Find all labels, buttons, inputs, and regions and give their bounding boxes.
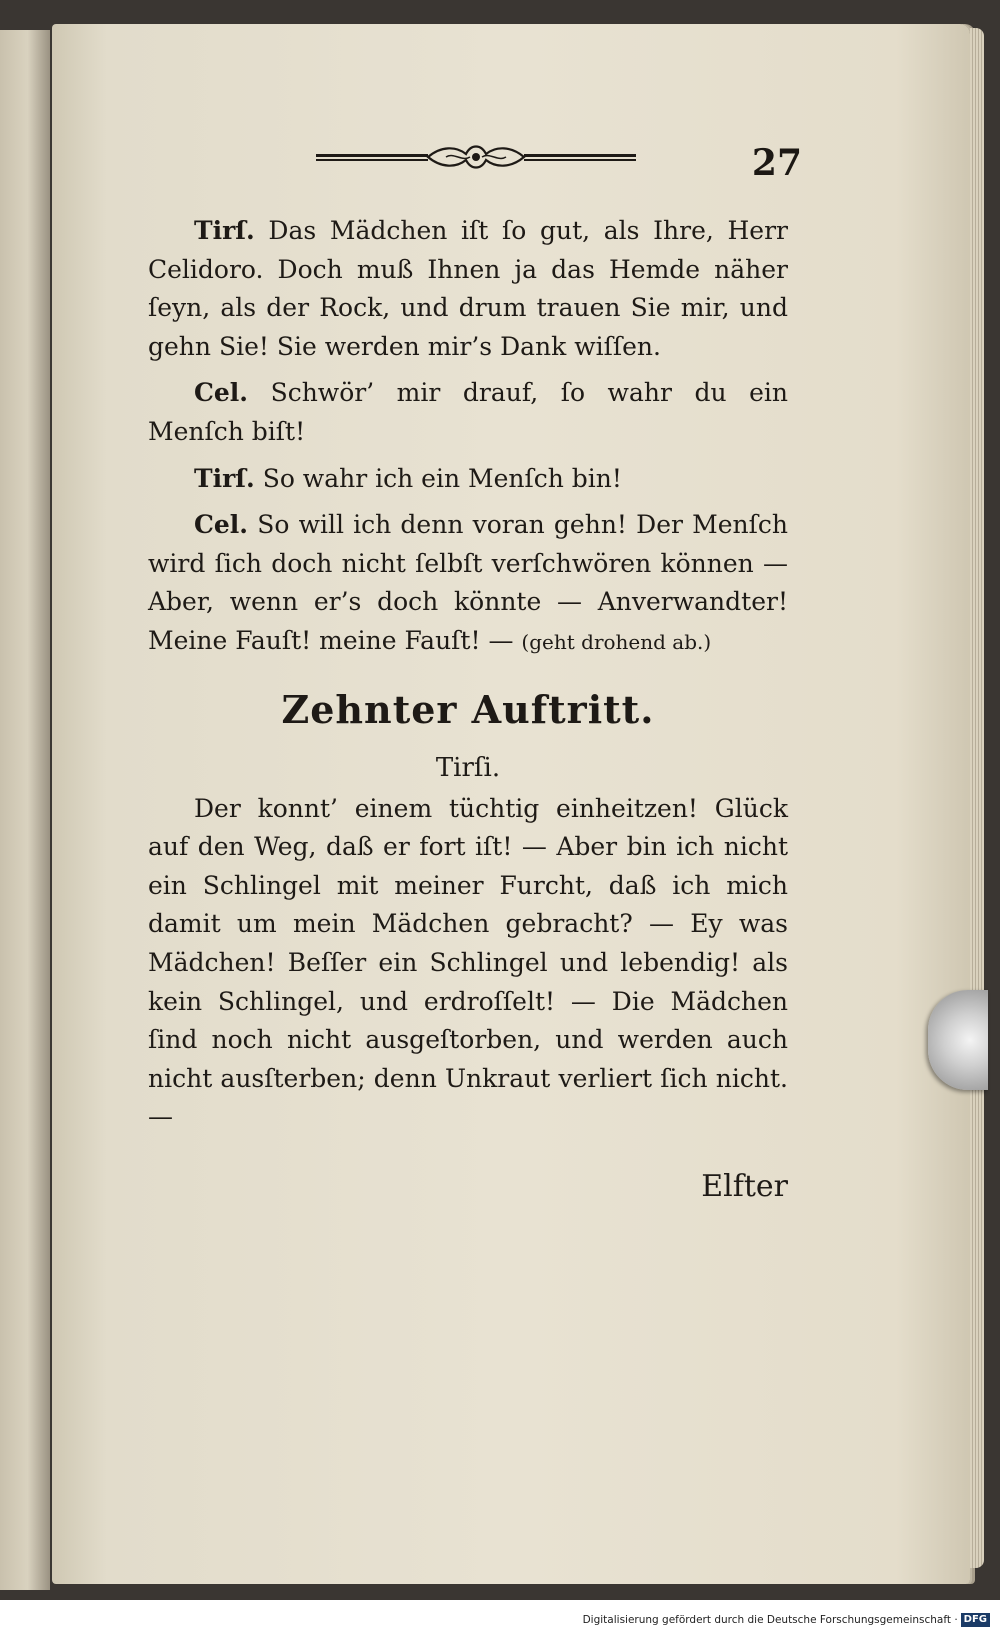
scene-heading: Zehnter Auftritt. [281, 686, 655, 732]
speaker-name: Tirſ. [194, 216, 255, 245]
dialogue-text: Schwör’ mir drauf, ſo wahr du ein Menſch biſt! [148, 378, 788, 446]
page-stack-edge [970, 28, 984, 1568]
page-number: 27 [751, 142, 802, 184]
dialogue-text: Das Mädchen iſt ſo gut, als Ihre, Herr Celidoro. Doch muß Ihnen ja das Hemde näher ſeyn, als der Rock, und drum trauen Sie mir, und gehn Sie! Sie werden mir’s Dank wiſſen. [148, 216, 788, 361]
page-text [148, 212, 788, 1207]
dialogue-paragraph [148, 506, 788, 661]
dfg-logo: DFG [961, 1613, 990, 1627]
speaker-name: Cel. [194, 378, 249, 408]
catchword: Elfter [701, 1168, 788, 1204]
digitization-footer [0, 1610, 990, 1630]
metal-clip [928, 990, 988, 1090]
scene-character: Tirſi. [435, 752, 501, 783]
stage-direction: (geht drohend ab.) [521, 629, 712, 654]
dialogue-paragraph [148, 460, 788, 499]
header-ornament [316, 140, 636, 174]
speaker-name: Tirſ. [194, 463, 255, 493]
monologue-paragraph: Der konnt’ einem tüchtig einheitzen! Glück auf den Weg, daß er fort iſt! — Aber bin ich nicht ein Schlingel mit meiner Furcht, daß ich mich damit um mein Mädchen gebracht? — Ey was Mädchen! Beſſer ein Schlingel und lebendig! als kein Schlingel, und erdroſſelt! — Die Mädchen ſind noch nicht ausgeſtorben, und werden auch nicht ausſterben; denn Unkraut verliert ſich nicht. — [148, 793, 788, 1132]
dialogue-paragraph [148, 374, 788, 451]
speaker-name: Cel. [194, 510, 249, 540]
dialogue-text: So wahr ich ein Menſch bin! [262, 463, 622, 493]
left-page-edge [0, 30, 50, 1590]
dialogue-paragraph [148, 212, 788, 366]
footer-text: Digitalisierung gefördert durch die Deutsche Forschungsgemeinschaft · [582, 1614, 958, 1626]
dialogue-text: So will ich denn voran gehn! Der Menſch wird ſich doch nicht ſelbſt verſchwören können — Aber, wenn er’s doch könnte — Anverwandter! Meine Fauſt! meine Fauſt! — [148, 510, 788, 655]
